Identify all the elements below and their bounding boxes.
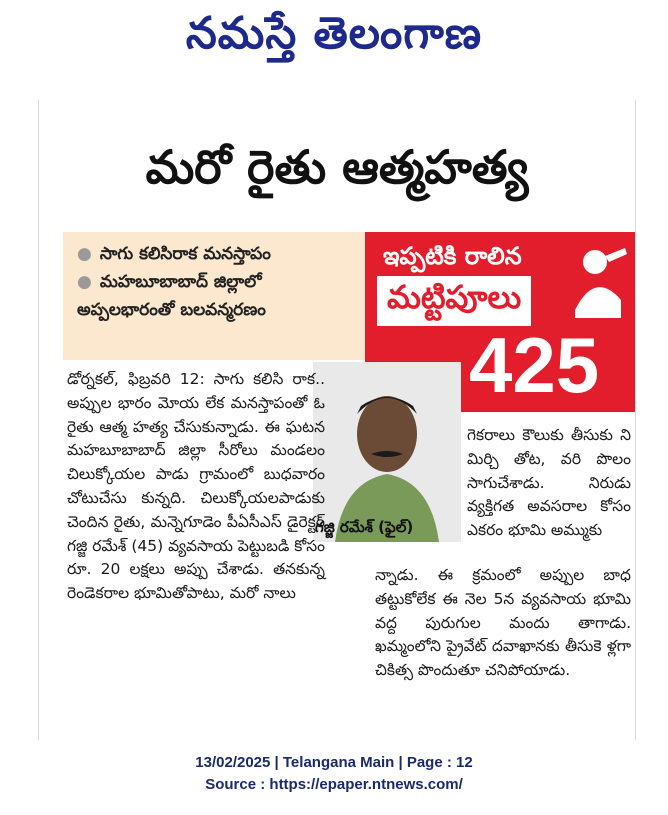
highlights-box xyxy=(63,232,373,360)
bullet-dot-icon: ● xyxy=(77,272,92,292)
newspaper-logo: నమస్తే తెలంగాణ xyxy=(185,8,483,59)
bullet-item: ● సాగు కలిసిరాక మనస్తాపం xyxy=(77,244,271,264)
photo-caption: గజ్జి రమేశ్ (ఫైల్) xyxy=(315,518,414,536)
masthead xyxy=(0,0,668,96)
bullet-continuation: అప్పలభారంతో బలవన్మరణం xyxy=(77,300,266,320)
article-column-2 xyxy=(467,424,631,543)
article-column-1 xyxy=(67,368,325,606)
farmer-illustration-icon xyxy=(565,240,631,320)
stat-number: 425 xyxy=(469,321,600,409)
footer xyxy=(0,752,668,796)
footer-date-page: 13/02/2025 | Telangana Main | Page : 12 xyxy=(195,754,473,771)
article-paragraph: న్నాడు. ఈ క్రమంలో అప్పుల బాధ తట్టుకోలేక ఈ నెల 5న వ్యవసాయ భూమి వద్ద పురుగుల మందు తాగాడు. ఖమ్మంలోని ప్రైవేట్ దవాఖానకు తీసుకె ళ్లగా చికిత్స పొందుతూ చనిపోయాడు. xyxy=(375,566,631,680)
article-paragraph: గెకరాలు కౌలుకు తీసుకు ని మిర్చి తోట, వరి పొలం సాగుచేశాడు. నిరుడు వ్యక్తిగత అవసరాల కోసం ఎకరం భూమి అమ్ముకు xyxy=(467,426,631,540)
farmer-photo xyxy=(313,362,461,542)
stat-line2: మట్టిపూలు xyxy=(377,276,531,326)
article-clipping xyxy=(38,100,636,740)
article-paragraph: డోర్నకల్, ఫిబ్రవరి 12: సాగు కలిసి రాక.. అప్పుల భారం మోయ లేక మనస్తాపంతో ఓ రైతు ఆత్మ హత్య చేసుకున్నాడు. ఈ ఘటన మహబూబాబాద్ జిల్లా సీరోలు మండలం చిలుక్కోయల పాడు గ్రామంలో బుధవారం చోటుచేసు కున్నది. చిలుక్కోయలపాడుకు చెందిన రైతు, మన్నెగూడెం పీఏసీఎస్ డైరెక్టర్ గజ్జి రమేశ్ (45) వ్యవసాయ పెట్టుబడి కోసం రూ. 20 లక్షలు అప్పు చేశాడు. తనకున్న రెండెకరాల భూమితోపాటు, మరో నాలు xyxy=(67,370,325,603)
article-headline: మరో రైతు ఆత్మహత్య xyxy=(145,140,529,194)
bullet-dot-icon: ● xyxy=(77,244,92,264)
article-column-3 xyxy=(375,564,631,683)
bullet-item: ● మహబూబాబాద్ జిల్లాలో xyxy=(77,272,262,292)
stat-line1: ఇప్పటికి రాలిన xyxy=(383,242,522,270)
footer-source: Source : https://epaper.ntnews.com/ xyxy=(205,776,463,793)
